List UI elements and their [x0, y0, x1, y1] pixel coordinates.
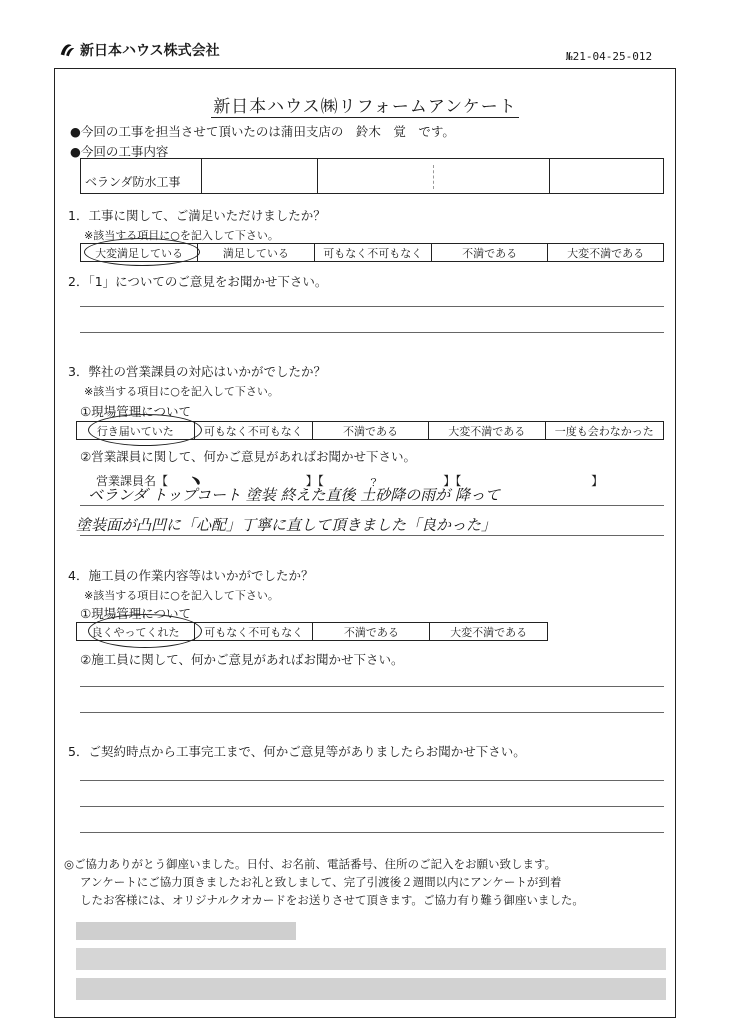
- footer-line1: ◎ご協力ありがとう御座いました。日付、お名前、電話番号、住所のご記入をお願い致します。: [64, 857, 557, 871]
- q3-sub2: ②営業課員に関して、何かご意見があればお聞かせ下さい。: [80, 449, 416, 464]
- branch-line: ●今回の工事を担当させて頂いたのは蒲田支店の 鈴木 覚 です。: [70, 124, 455, 139]
- q4-note: ※該当する項目に○を記入して下さい。: [84, 589, 279, 602]
- sales-name-bracket: 】【: [305, 474, 324, 488]
- q3-option[interactable]: 可もなく不可もなく: [194, 422, 312, 440]
- q4-option[interactable]: 大変不満である: [430, 623, 548, 641]
- q3-option[interactable]: 大変不満である: [428, 422, 545, 440]
- q4-sub1: ①現場管理について: [80, 606, 191, 621]
- q4-option[interactable]: 良くやってくれた: [77, 623, 195, 641]
- work-cell-dashed-divider: [433, 165, 434, 189]
- work-cell-divider: [201, 159, 202, 193]
- sales-name-mark: ﹖: [367, 474, 380, 488]
- q1-selected-circle: [84, 238, 200, 266]
- answer-line: [80, 712, 664, 713]
- work-cell-divider: [317, 159, 318, 193]
- q2-question: 2．「1」についてのご意見をお聞かせ下さい。: [68, 274, 328, 289]
- document-number: №21-04-25-012: [566, 50, 653, 63]
- sales-name-label-text: 営業課員名【: [96, 474, 169, 488]
- answer-line: [80, 332, 664, 333]
- company-logo-icon: [58, 41, 76, 59]
- q4-question: 4．施工員の作業内容等はいかがでしたか？: [68, 568, 314, 583]
- q3-option[interactable]: 行き届いていた: [77, 422, 195, 440]
- sales-name-bracket: 】: [591, 474, 604, 488]
- q1-option[interactable]: 可もなく不可もなく: [314, 244, 431, 262]
- sales-name-bracket: 】【: [443, 474, 462, 488]
- work-item: ベランダ防水工事: [85, 175, 181, 189]
- footer-line3: したお客様には、オリジナルクオカードをお送りさせて頂きます。ご協力有り難う御座いました。: [80, 893, 584, 907]
- redacted-address: [76, 978, 666, 1000]
- sales-name-mark: ﹅: [189, 474, 202, 488]
- redacted-date: [76, 922, 296, 940]
- handwritten-comment-line1: ベランダ トップコート 塗装 終えた直後 土砂降の雨が 降って: [88, 486, 501, 504]
- answer-line: [80, 780, 664, 781]
- q3-option[interactable]: 不満である: [313, 422, 429, 440]
- answer-line: [80, 535, 664, 536]
- q4-selected-circle: [88, 614, 202, 648]
- survey-title: [0, 92, 730, 117]
- q4-option[interactable]: 可もなく不可もなく: [195, 623, 313, 641]
- answer-line: [80, 306, 664, 307]
- q1-question: 1．工事に関して、ご満足いただけましたか？: [68, 208, 326, 223]
- answer-line: [80, 832, 664, 833]
- q3-question: 3．弊社の営業課員の対応はいかがでしたか？: [68, 364, 326, 379]
- q4-option[interactable]: 不満である: [313, 623, 430, 641]
- answer-line: [80, 806, 664, 807]
- survey-title-text: 新日本ハウス㈱リフォームアンケート: [213, 97, 517, 117]
- q1-option[interactable]: 大変不満である: [548, 244, 664, 262]
- answer-line: [80, 686, 664, 687]
- q1-option[interactable]: 大変満足している: [81, 244, 198, 262]
- q3-option[interactable]: 一度も会わなかった: [545, 422, 663, 440]
- answer-line: [80, 505, 664, 506]
- q5-question: 5．ご契約時点から工事完工まで、何かご意見等がありましたらお聞かせ下さい。: [68, 744, 526, 759]
- work-content-table: [80, 158, 664, 194]
- work-heading: ●今回の工事内容: [70, 144, 169, 159]
- redacted-name-phone: [76, 948, 666, 970]
- footer-line2: アンケートにご協力頂きましたお礼と致しまして、完了引渡後２週間以内にアンケートが到着: [80, 875, 562, 889]
- q1-note: ※該当する項目に○を記入して下さい。: [84, 229, 279, 242]
- q4-sub2: ②施工員に関して、何かご意見があればお聞かせ下さい。: [80, 652, 404, 667]
- q1-option[interactable]: 不満である: [432, 244, 548, 262]
- q1-option[interactable]: 満足している: [198, 244, 314, 262]
- q3-selected-circle: [88, 414, 202, 446]
- q3-sub1: ①現場管理について: [80, 404, 191, 419]
- work-cell-divider: [549, 159, 550, 193]
- company-name: 新日本ハウス株式会社: [80, 43, 220, 59]
- handwritten-comment-line2: 塗装面が凸凹に「心配」丁寧に直して頂きました「良かった」: [76, 516, 497, 534]
- company-logo: [58, 40, 220, 60]
- q3-note: ※該当する項目に○を記入して下さい。: [84, 385, 279, 398]
